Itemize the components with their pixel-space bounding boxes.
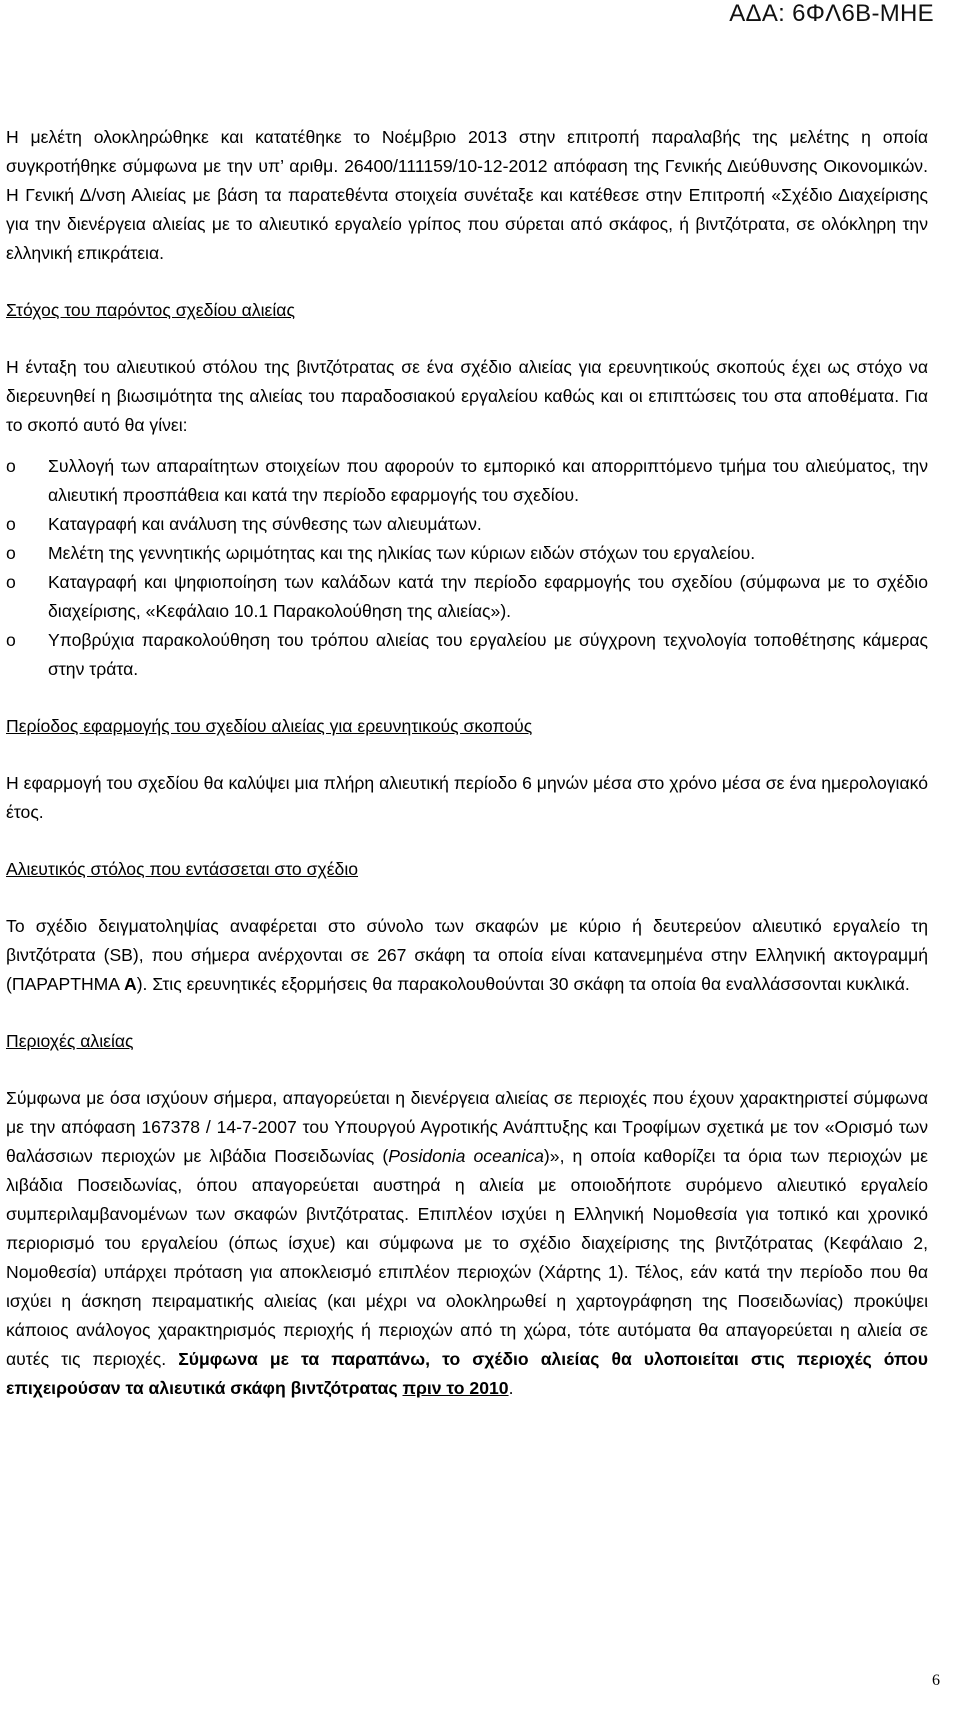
list-item — [6, 452, 928, 510]
list-item-text: Μελέτη της γεννητικής ωριμότητας και της ηλικίας των κύριων ειδών στόχων του εργαλείου. — [48, 543, 756, 563]
bullet-marker: o — [6, 514, 16, 534]
list-item — [6, 539, 928, 568]
period-paragraph: Η εφαρμογή του σχεδίου θα καλύψει μια πλήρη αλιευτική περίοδο 6 μηνών μέσα στο χρόνο μέσα σε ένα ημερολογιακό έτος. — [6, 773, 928, 822]
section-heading-period: Περίοδος εφαρμογής του σχεδίου αλιείας για ερευνητικούς σκοπούς — [6, 716, 533, 736]
fleet-text-end: ). Στις ερευνητικές εξορμήσεις θα παρακολουθούνται 30 σκάφη τα οποία θα εναλλάσσονται κυκλικά. — [136, 974, 910, 994]
goal-paragraph: Η ένταξη του αλιευτικού στόλου της βιντζότρατας σε ένα σχέδιο αλιείας για ερευνητικούς σκοπούς έχει ως στόχο να διερευνηθεί η βιωσιμότητα της αλιείας του παραδοσιακού εργαλείου καθώς και οι επιπτώσεις του στα αποθέματα. Για το σκοπό αυτό θα γίνει: — [6, 357, 928, 435]
areas-emphasis: Σύμφωνα με τα παραπάνω, το σχέδιο αλιείας θα υλοποιείται στις περιοχές όπου επιχειρούσαν τα αλιευτικά σκάφη βιντζότρατας — [6, 1349, 928, 1398]
goal-bullet-list — [6, 452, 928, 684]
ada-code: ΑΔΑ: 6ΦΛ6Β-ΜΗΕ — [729, 0, 934, 27]
bullet-marker: o — [6, 543, 16, 563]
list-item-text: Καταγραφή και ψηφιοποίηση των καλάδων κατά την περίοδο εφαρμογής του σχεδίου (σύμφωνα με το σχέδιο διαχείρισης, «Κεφάλαιο 10.1 Παρακολούθηση της αλιείας»). — [48, 572, 928, 621]
section-heading-goal: Στόχος του παρόντος σχεδίου αλιείας — [6, 300, 295, 320]
list-item-text: Καταγραφή και ανάλυση της σύνθεσης των αλιευμάτων. — [48, 514, 482, 534]
fleet-text: Το σχέδιο δειγματοληψίας αναφέρεται στο σύνολο των σκαφών με κύριο ή δευτερεύον αλιευτικό εργαλείο τη βιντζότρατα (SB), που σήμερα ανέρχονται σε 267 σκάφη τα οποία είναι κατανεμημένα στην Ελληνική ακτογραμμή (ΠΑΡΑΡΤΗΜΑ — [6, 916, 928, 994]
areas-text: Σύμφωνα με όσα ισχύουν σήμερα, απαγορεύεται η διενέργεια αλιείας σε περιοχές που έχουν χαρακτηριστεί σύμφωνα με την απόφαση 167378 / 14-7-2007 του Υπουργού Αγροτικής Ανάπτυξης και Τροφίμων σχετικά με τον «Ορισμό των θαλάσσιων περιοχών με λιβάδια Ποσειδωνίας ( — [6, 1088, 928, 1166]
intro-paragraph: Η μελέτη ολοκληρώθηκε και κατατέθηκε το Νοέμβριο 2013 στην επιτροπή παραλαβής της μελέτης η οποία συγκροτήθηκε σύμφωνα με την υπ’ αριθμ. 26400/111159/10-12-2012 απόφαση της Γενικής Διεύθυνσης Οικονομικών. Η Γενική Δ/νση Αλιείας με βάση τα παρατεθέντα στοιχεία συνέταξε και κατέθεσε στην Επιτροπή «Σχέδιο Διαχείρισης για την διενέργεια αλιείας με το αλιευτικό εργαλείο γρίπος που σύρεται από σκάφος, ή βιντζότρατα, σε ολόκληρη την ελληνική επικράτεια. — [6, 127, 928, 263]
page-number: 6 — [932, 1672, 940, 1689]
list-item-text: Υποβρύχια παρακολούθηση του τρόπου αλιείας του εργαλείου με σύγχρονη τεχνολογία τοποθέτησης κάμερας στην τράτα. — [48, 630, 928, 679]
document-body — [6, 123, 928, 1403]
section-heading-areas: Περιοχές αλιείας — [6, 1031, 134, 1051]
bullet-marker: o — [6, 572, 16, 592]
fleet-paragraph — [6, 912, 928, 999]
species-name: Posidonia oceanica — [388, 1146, 544, 1166]
bullet-marker: o — [6, 456, 16, 476]
list-item — [6, 568, 928, 626]
areas-text-end: . — [508, 1378, 514, 1398]
list-item-text: Συλλογή των απαραίτητων στοιχείων που αφορούν το εμπορικό και απορριπτόμενο τμήμα του αλιεύματος, την αλιευτική προσπάθεια και κατά την περίοδο εφαρμογής του σχεδίου. — [48, 456, 928, 505]
annex-letter: Α — [123, 974, 137, 994]
areas-emphasis-date: πριν το 2010 — [402, 1378, 509, 1398]
list-item — [6, 510, 928, 539]
list-item — [6, 626, 928, 684]
areas-text-cont: )», η οποία καθορίζει τα όρια των περιοχών με λιβάδια Ποσειδωνίας, όπου απαγορεύεται αυστηρά η αλιεία με οποιοδήποτε συρόμενο αλιευτικό εργαλείο συμπεριλαμβανομένων των σκαφών βιντζότρατας. Επιπλέον ισχύει η Ελληνική Νομοθεσία για τοπικό και χρονικό περιορισμό του εργαλείου (όπως ίσχυε) και σύμφωνα με το σχέδιο διαχείρισης της βιντζότρατας (Κεφάλαιο 2, Νομοθεσία) υπάρχει πρόταση για αποκλεισμό επιπλέον περιοχών (Χάρτης 1). Τέλος, εάν κατά την περίοδο που θα ισχύει η άσκηση πειραματικής αλιείας (και μέχρι να ολοκληρωθεί η χαρτογράφηση της Ποσειδωνίας) προκύψει κάποιος ανάλογος χαρακτηρισμός περιοχής ή περιοχών από τη χώρα, τότε αυτόματα θα απαγορεύεται η αλιεία σε αυτές τις περιοχές. — [6, 1146, 928, 1369]
bullet-marker: o — [6, 630, 16, 650]
areas-paragraph — [6, 1084, 928, 1403]
section-heading-fleet: Αλιευτικός στόλος που εντάσσεται στο σχέδιο — [6, 859, 359, 879]
